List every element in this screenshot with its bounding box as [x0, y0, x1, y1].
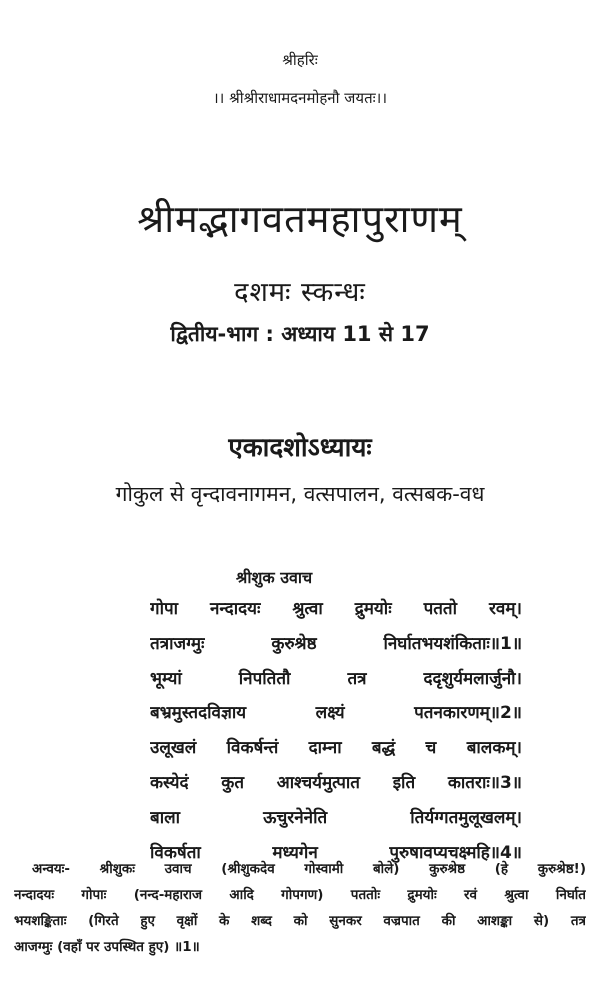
- commentary-line: अन्वयः- श्रीशुकः उवाच (श्रीशुकदेव गोस्वामी बोले) कुरुश्रेष्ठ (हे कुरुश्रेष्ठ!): [32, 861, 586, 877]
- verse-line: कस्येदं कुत आश्चर्यमुत्पात इति कातराः॥3॥: [150, 772, 522, 793]
- verse-line: बाला ऊचुरनेनेति तिर्यग्गतमुलूखलम्।: [150, 807, 522, 828]
- chapter-title: एकादशोऽध्यायः: [228, 433, 372, 463]
- commentary-line: आजग्मुः (वहाँ पर उपस्थित हुए) ॥1॥: [14, 939, 200, 955]
- verse-line: बभ्रमुस्तदविज्ञाय लक्ष्यं पतनकारणम्॥2॥: [150, 703, 522, 724]
- speaker-heading: श्रीशुक उवाच: [236, 568, 313, 587]
- invocation: श्रीहरिः: [282, 51, 318, 69]
- commentary-block: [14, 856, 586, 960]
- verse-line: तत्राजग्मुः कुरुश्रेष्ठ निर्घातभयशंकिताः॥1॥: [150, 633, 522, 654]
- verse-line: विकर्षता मध्यगेन पुरुषावप्यचक्ष्महि॥4॥: [150, 842, 522, 863]
- book-title: श्रीमद्भागवतमहापुराणम्: [137, 197, 463, 241]
- commentary-line: भयशङ्किताः (गिरते हुए वृक्षों के शब्द को सुनकर वज्रपात की आशङ्का से) तत्र: [14, 913, 586, 929]
- part-title: द्वितीय-भाग : अध्याय 11 से 17: [170, 322, 430, 346]
- commentary-line: नन्दादयः गोपाः (नन्द-महाराज आदि गोपगण) पततोः द्रुमयोः रवं श्रुत्वा निर्घात: [14, 887, 586, 903]
- salutation: ।। श्रीश्रीराधामदनमोहनौ जयतः।।: [212, 89, 388, 107]
- verse-line: गोपा नन्दादयः श्रुत्वा द्रुमयोः पततो रवम्।: [150, 599, 522, 619]
- chapter-subject: गोकुल से वृन्दावनागमन, वत्सपालन, वत्सबक-वध: [115, 482, 485, 506]
- verse-line: उलूखलं विकर्षन्तं दाम्ना बद्धं च बालकम्।: [150, 738, 522, 759]
- verse-block: [150, 592, 522, 870]
- canto-title: दशमः स्कन्धः: [234, 277, 366, 308]
- verse-line: भूम्यां निपतितौ तत्र ददृशुर्यमलार्जुनौ।: [150, 668, 522, 689]
